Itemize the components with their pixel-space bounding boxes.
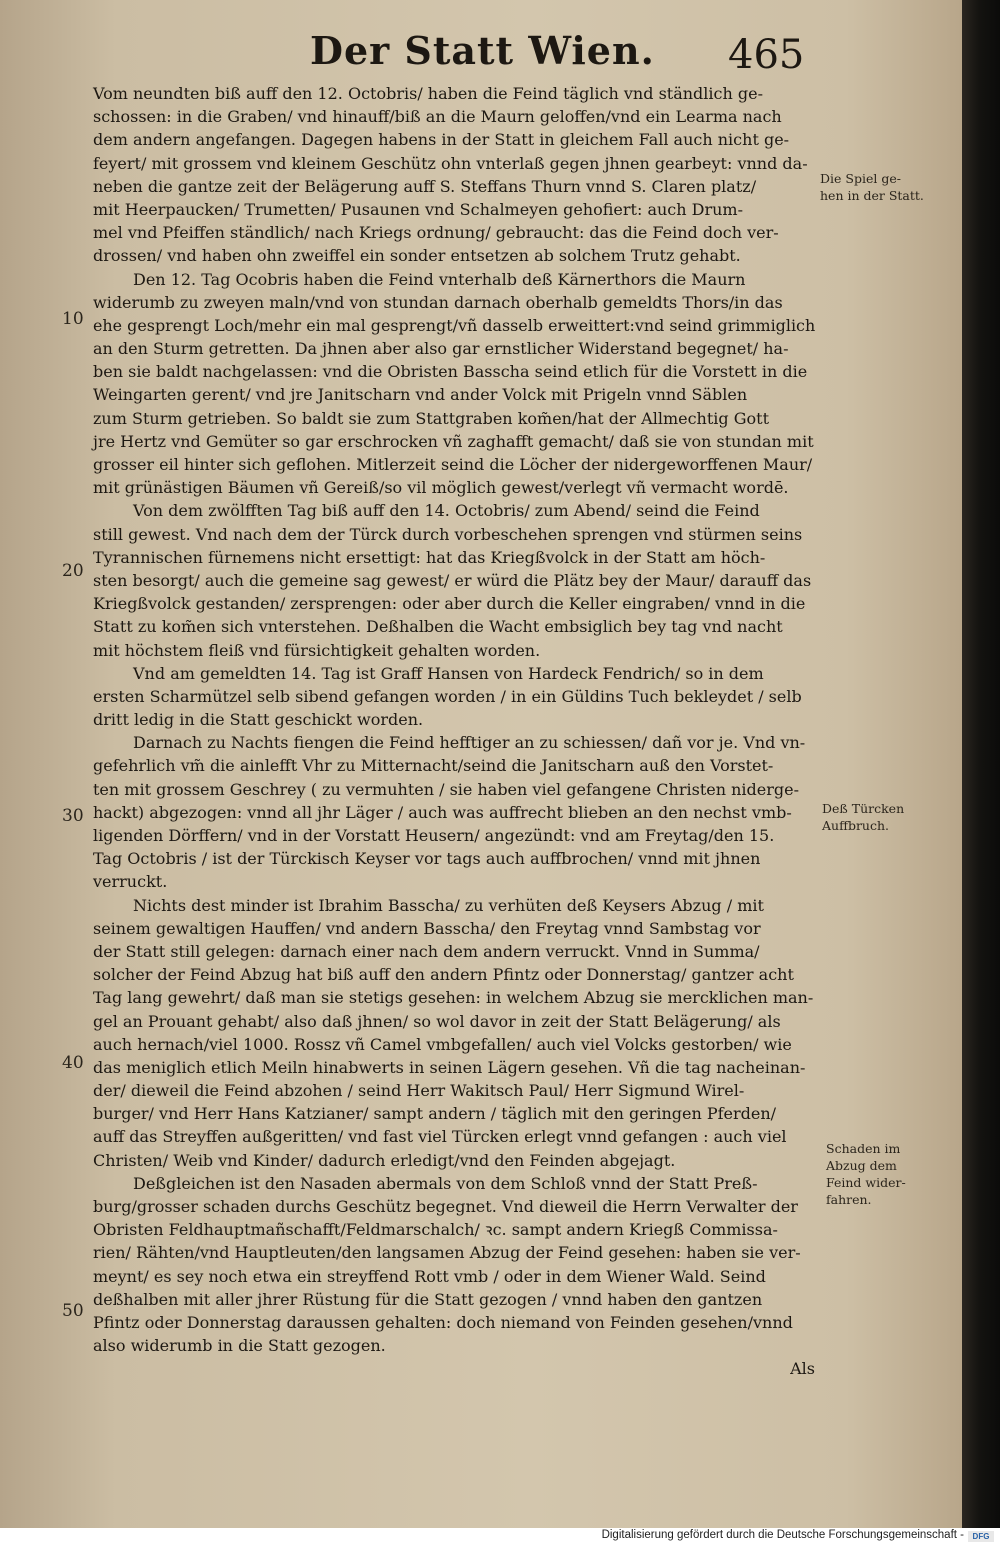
text-line: Als xyxy=(790,1359,815,1379)
text-line: an den Sturm getretten. Da jhnen aber also gar ernstlicher Widerstand begegnet/ ha- xyxy=(93,339,789,359)
text-line: verruckt. xyxy=(93,872,168,892)
text-line: Tag Octobris / ist der Türckisch Keyser vor tags auch auffbrochen/ vnnd mit jhnen xyxy=(93,849,761,869)
text-line: Den 12. Tag Ocobris haben die Feind vnterhalb deß Kärnerthors die Maurn xyxy=(133,269,746,289)
text-line: widerumb zu zweyen maln/vnd von stundan darnach oberhalb gemeldts Thors/in das xyxy=(93,292,783,312)
line-number-20: 20 xyxy=(62,561,84,581)
marginal-note-spiel: Die Spiel ge- hen in der Statt. xyxy=(820,171,924,203)
text-line: gel an Prouant gehabt/ also daß jhnen/ so wol davor in zeit der Statt Belägerung/ als xyxy=(93,1011,781,1031)
text-line: auch hernach/viel 1000. Rossz vñ Camel vmbgefallen/ auch viel Volcks gestorben/ wie xyxy=(93,1034,792,1054)
text-line: ben sie baldt nachgelassen: vnd die Obristen Basscha seind etlich für die Vorstett in die xyxy=(93,362,808,382)
text-line: ten mit grossem Geschrey ( zu vermuhten / sie haben viel gefangene Christen niderge- xyxy=(93,779,799,799)
text-line: das meniglich etlich Meiln hinabwerts in seinen Lägern gesehen. Vñ die tag nacheinan- xyxy=(93,1057,806,1077)
text-line: drossen/ vnd haben ohn zweiffel ein sonder entsetzen ab solchem Trutz gehabt. xyxy=(93,246,741,266)
text-line: Kriegßvolck gestanden/ zersprengen: oder aber durch die Keller eingraben/ vnnd in die xyxy=(93,594,806,614)
page-number: 465 xyxy=(728,32,805,78)
text-line: still gewest. Vnd nach dem der Türck durch vorbeschehen sprengen vnd stürmen seins xyxy=(93,524,803,544)
text-line: Tyrannischen fürnemens nicht ersettigt: hat das Kriegßvolck in der Statt am höch- xyxy=(93,547,766,567)
text-line: feyert/ mit grossem vnd kleinem Geschütz ohn vnterlaß gegen jhnen gearbeyt: vnnd da- xyxy=(93,153,808,173)
text-line: Nichts dest minder ist Ibrahim Basscha/ zu verhüten deß Keysers Abzug / mit xyxy=(133,895,764,915)
text-line: auff das Streyffen außgeritten/ vnd fast viel Türcken erlegt vnnd gefangen : auch viel xyxy=(93,1127,787,1147)
line-number-10: 10 xyxy=(62,309,84,329)
text-line: zum Sturm getrieben. So baldt sie zum Stattgraben kom̃en/hat der Allmechtig Gott xyxy=(93,408,769,428)
text-line: Statt zu kom̃en sich vnterstehen. Deßhalben die Wacht embsiglich bey tag vnd nacht xyxy=(93,617,783,637)
text-line: Pfintz oder Donnerstag daraussen gehalten: doch niemand von Feinden gesehen/vnnd xyxy=(93,1312,793,1332)
text-line: rien/ Rähten/vnd Hauptleuten/den langsamen Abzug der Feind gesehen: haben sie ver- xyxy=(93,1243,801,1263)
text-line: deßhalben mit aller jhrer Rüstung für die Statt gezogen / vnnd haben den gantzen xyxy=(93,1289,763,1309)
text-line: mit höchstem fleiß vnd fürsichtigkeit gehalten worden. xyxy=(93,640,541,660)
text-line: der Statt still gelegen: darnach einer nach dem andern verruckt. Vnnd in Summa/ xyxy=(93,941,760,961)
text-line: dem andern angefangen. Dagegen habens in der Statt in gleichem Fall auch nicht ge- xyxy=(93,130,790,150)
text-line: Von dem zwölfften Tag biß auff den 14. Octobris/ zum Abend/ seind die Feind xyxy=(133,501,760,521)
text-line: Christen/ Weib vnd Kinder/ dadurch erledigt/vnd den Feinden abgejagt. xyxy=(93,1150,676,1170)
text-line: mel vnd Pfeiffen ständlich/ nach Kriegs ordnung/ gebraucht: das die Feind doch ver- xyxy=(93,223,779,243)
running-head: Der Statt Wien. xyxy=(310,28,655,73)
text-line: jre Hertz vnd Gemüter so gar erschrocken vñ zaghafft gemacht/ daß sie von stundan mit xyxy=(93,431,814,451)
text-line: burger/ vnd Herr Hans Katzianer/ sampt andern / täglich mit den geringen Pferden/ xyxy=(93,1104,777,1124)
line-number-50: 50 xyxy=(62,1301,84,1321)
text-line: schossen: in die Graben/ vnd hinauff/biß an die Maurn geloffen/vnd ein Learma nach xyxy=(93,107,782,127)
text-line: hackt) abgezogen: vnnd all jhr Läger / auch was auffrecht blieben an den nechst vmb- xyxy=(93,802,792,822)
line-number-30: 30 xyxy=(62,806,84,826)
text-line: Deßgleichen ist den Nasaden abermals von dem Schloß vnnd der Statt Preß- xyxy=(133,1173,758,1193)
text-line: also widerumb in die Statt gezogen. xyxy=(93,1336,386,1356)
text-line: Weingarten gerent/ vnd jre Janitscharn vnd ander Volck mit Prigeln vnnd Säblen xyxy=(93,385,748,405)
line-number-40: 40 xyxy=(62,1053,84,1073)
text-line: sten besorgt/ auch die gemeine sag gewest/ er würd die Plätz bey der Maur/ darauff das xyxy=(93,570,812,590)
body-text xyxy=(93,82,815,1381)
footer-credit: Digitalisierung gefördert durch die Deutsche Forschungsgemeinschaft - xyxy=(601,1529,964,1541)
text-line: ligenden Dörffern/ vnd in der Vorstatt Heusern/ angezündt: vnd am Freytag/den 15. xyxy=(93,826,775,845)
text-line: ehe gesprengt Loch/mehr ein mal gesprengt/vñ dasselb erweittert:vnd seind grimmiglich xyxy=(93,315,816,335)
page-edge-shadow xyxy=(962,0,1000,1528)
text-line: mit Heerpaucken/ Trumetten/ Pusaunen vnd Schalmeyen gehofiert: auch Drum- xyxy=(93,199,743,219)
marginal-note-auffbruch: Deß Türcken Auffbruch. xyxy=(822,801,905,833)
text-line: mit grünästigen Bäumen vñ Gereiß/so vil möglich gewest/verlegt vñ vermacht wordē. xyxy=(93,478,789,498)
text-line: ersten Scharmützel selb sibend gefangen worden / in ein Güldins Tuch bekleydet / selb xyxy=(93,686,802,706)
text-line: Vom neundten biß auff den 12. Octobris/ haben die Feind täglich vnd ständlich ge- xyxy=(93,84,763,103)
text-line: grosser eil hinter sich geflohen. Mitlerzeit seind die Löcher der nidergeworffenen Maur/ xyxy=(93,455,813,474)
text-line: dritt ledig in die Statt geschickt worden. xyxy=(93,710,424,730)
text-line: gefehrlich vm̃ die ainlefft Vhr zu Mitternacht/seind die Janitscharn auß den Vorstet- xyxy=(93,756,774,776)
text-line: Obristen Feldhauptmañschafft/Feldmarschalch/ ꝛc. sampt andern Kriegß Commissa- xyxy=(93,1220,778,1240)
marginal-note-schaden: Schaden im Abzug dem Feind wider- fahren. xyxy=(826,1141,906,1207)
text-line: der/ dieweil die Feind abzohen / seind Herr Wakitsch Paul/ Herr Sigmund Wirel- xyxy=(93,1081,745,1101)
text-line: Tag lang gewehrt/ daß man sie stetigs gesehen: in welchem Abzug sie mercklichen man- xyxy=(93,988,814,1008)
text-line: solcher der Feind Abzug hat biß auff den andern Pfintz oder Donnerstag/ gantzer acht xyxy=(93,965,794,985)
text-line: burg/grosser schaden durchs Geschütz begegnet. Vnd dieweil die Herrn Verwalter der xyxy=(93,1197,798,1216)
text-line: Vnd am gemeldten 14. Tag ist Graff Hansen von Hardeck Fendrich/ so in dem xyxy=(133,663,764,683)
text-line: Darnach zu Nachts fiengen die Feind hefftiger an zu schiessen/ dañ vor je. Vnd vn- xyxy=(133,733,806,753)
text-line: seinem gewaltigen Hauffen/ vnd andern Basscha/ den Freytag vnnd Sambstag vor xyxy=(93,918,761,938)
text-line: meynt/ es sey noch etwa ein streyffend Rott vmb / oder in dem Wiener Wald. Seind xyxy=(93,1266,766,1286)
dfg-logo: DFG xyxy=(968,1531,994,1542)
text-line: neben die gantze zeit der Belägerung auff S. Steffans Thurn vnnd S. Claren platz/ xyxy=(93,176,757,196)
